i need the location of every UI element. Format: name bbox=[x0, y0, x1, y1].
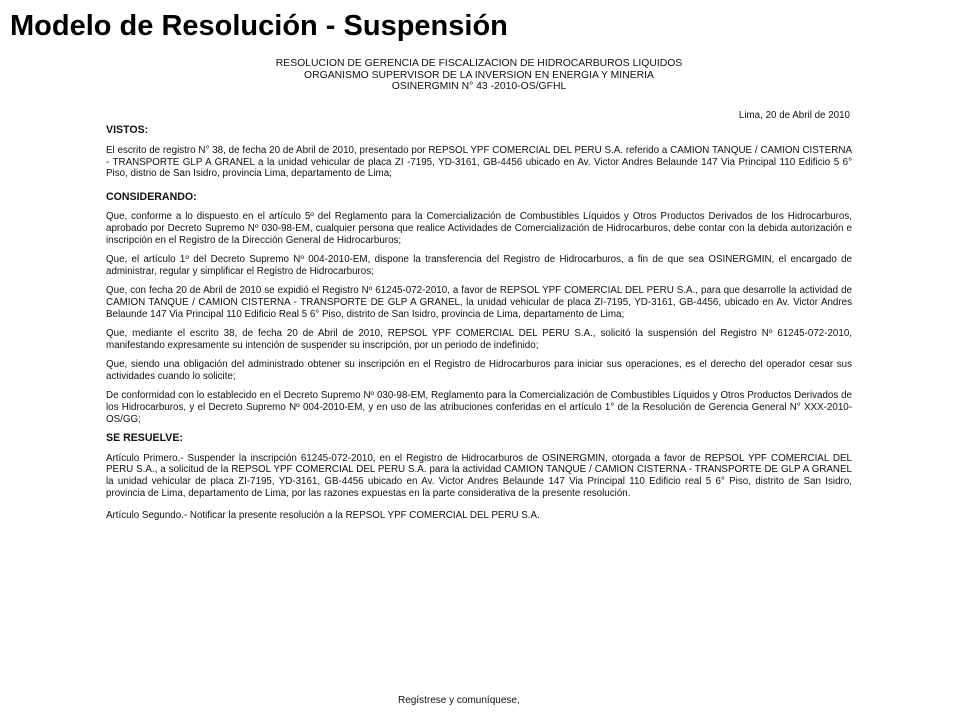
header-line-3: OSINERGMIN N° 43 -2010-OS/GFHL bbox=[391, 81, 567, 93]
considerando-paragraph-5: Que, siendo una obligación del administrado obtener su inscripción en el Registro de Hidrocarburos para iniciar sus operaciones, es el derecho del operador cesar sus actividades cuando lo solicite; bbox=[106, 359, 852, 382]
considerando-paragraph-1: Que, conforme a lo dispuesto en el artículo 5º del Reglamento para la Comercialización de Combustibles Líquidos y Otros Productos Derivados de los Hidrocarburos, aprobado por Decreto Supremo Nº 030-98-EM, cualquier persona que realice Actividades de Comercialización de Hidrocarburos, debe contar con la debida autorización e inscripción en el Registro de la Dirección General de Hidrocarburos; bbox=[106, 211, 852, 246]
vistos-heading: VISTOS: bbox=[106, 124, 149, 137]
articulo-segundo: Artículo Segundo.- Notificar la presente resolución a la REPSOL YPF COMERCIAL DEL PERU S.A. bbox=[106, 510, 540, 522]
articulo-primero: Artículo Primero.- Suspender la inscripción 61245-072-2010, en el Registro de Hidrocarburos de OSINERGMIN, otorgada a favor de REPSOL YPF COMERCIAL DEL PERU S.A., a solicitud de la REPSOL YPF COMERCIAL DEL PERU S.A. para la actividad CAMION TANQUE / CAMION CISTERNA - TRANSPORTE DE GLP A GRANEL la unidad vehicular de placa ZI-7195, YD-3161, GB-4456 ubicado en Av. Victor Andres Belaunde 147 Via Principal 110 Edificio real 5 6° Piso, distrito de San Isidro, provincia de Lima, departamento de Lima, por las razones expuestas en la parte considerativa de la presente resolución. bbox=[106, 452, 852, 499]
resuelve-heading: SE RESUELVE: bbox=[106, 432, 183, 445]
header-line-1: RESOLUCION DE GERENCIA DE FISCALIZACION DE HIDROCARBUROS LIQUIDOS bbox=[275, 58, 683, 69]
considerando-paragraph-4: Que, mediante el escrito 38, de fecha 20 de Abril de 2010, REPSOL YPF COMERCIAL DEL PERU S.A., solicitó la suspensión del Registro Nº 61245-072-2010, manifestando expresamente su intención de suspender su inscripción, por un periodo de indefinido; bbox=[106, 328, 852, 351]
header-line-2: ORGANISMO SUPERVISOR DE LA INVERSION EN ENERGIA Y MINERIA bbox=[304, 69, 654, 81]
considerando-paragraph-3: Que, con fecha 20 de Abril de 2010 se expidió el Registro Nº 61245-072-2010, a favor de REPSOL YPF COMERCIAL DEL PERU S.A., para que desarrolle la actividad de CAMION TANQUE / CAMION CISTERNA - TRANSPORTE DE GLP A GRANEL, la unidad vehicular de placa ZI-7195, YD-3161, GB-4456, ubicado en Av. Victor Andres Belaunde 147 Via Principal 110 Edificio Real 5 6° Piso, distrito de San Isidro, provincia de Lima, departamento de Lima; bbox=[106, 285, 852, 320]
considerando-heading: CONSIDERANDO: bbox=[106, 190, 197, 203]
considerando-paragraph-2: Que, el artículo 1º del Decreto Supremo Nº 004-2010-EM, dispone la transferencia del Registro de Hidrocarburos, a fin de que sea OSINERGMIN, el encargado de administrar, regular y simplificar el Registro de Hidrocarburos; bbox=[106, 254, 852, 277]
resolution-document bbox=[106, 58, 852, 522]
document-header bbox=[106, 58, 852, 93]
closing-line: Regístrese y comuníquese, bbox=[398, 695, 520, 706]
slide-title: Modelo de Resolución - Suspensión bbox=[10, 10, 508, 42]
vistos-paragraph: El escrito de registro N° 38, de fecha 20 de Abril de 2010, presentado por REPSOL YPF COMERCIAL DEL PERU S.A. referido a CAMION TANQUE / CAMION CISTERNA - TRANSPORTE GLP A GRANEL a la unidad vehicular de placa ZI -7195, YD-3161, GB-4456 ubicado en Av. Victor Andres Belaunde 147 Via Principal 110 Edificio 5 6° Piso, distrio de San Isidro, provincia Lima, departamento de Lima; bbox=[106, 144, 852, 180]
considerando-paragraph-6: De conformidad con lo establecido en el Decreto Supremo Nº 030-98-EM, Reglamento para la Comercialización de Combustibles Líquidos y Otros Productos Derivados de los Hidrocarburos, y el Decreto Supremo Nº 004-2010-EM, y en uso de las atribuciones conferidas en el artículo 1° de la Resolución de Gerencia General N° XXX-2010-OS/GG; bbox=[106, 390, 852, 425]
document-date: Lima, 20 de Abril de 2010 bbox=[738, 109, 850, 121]
